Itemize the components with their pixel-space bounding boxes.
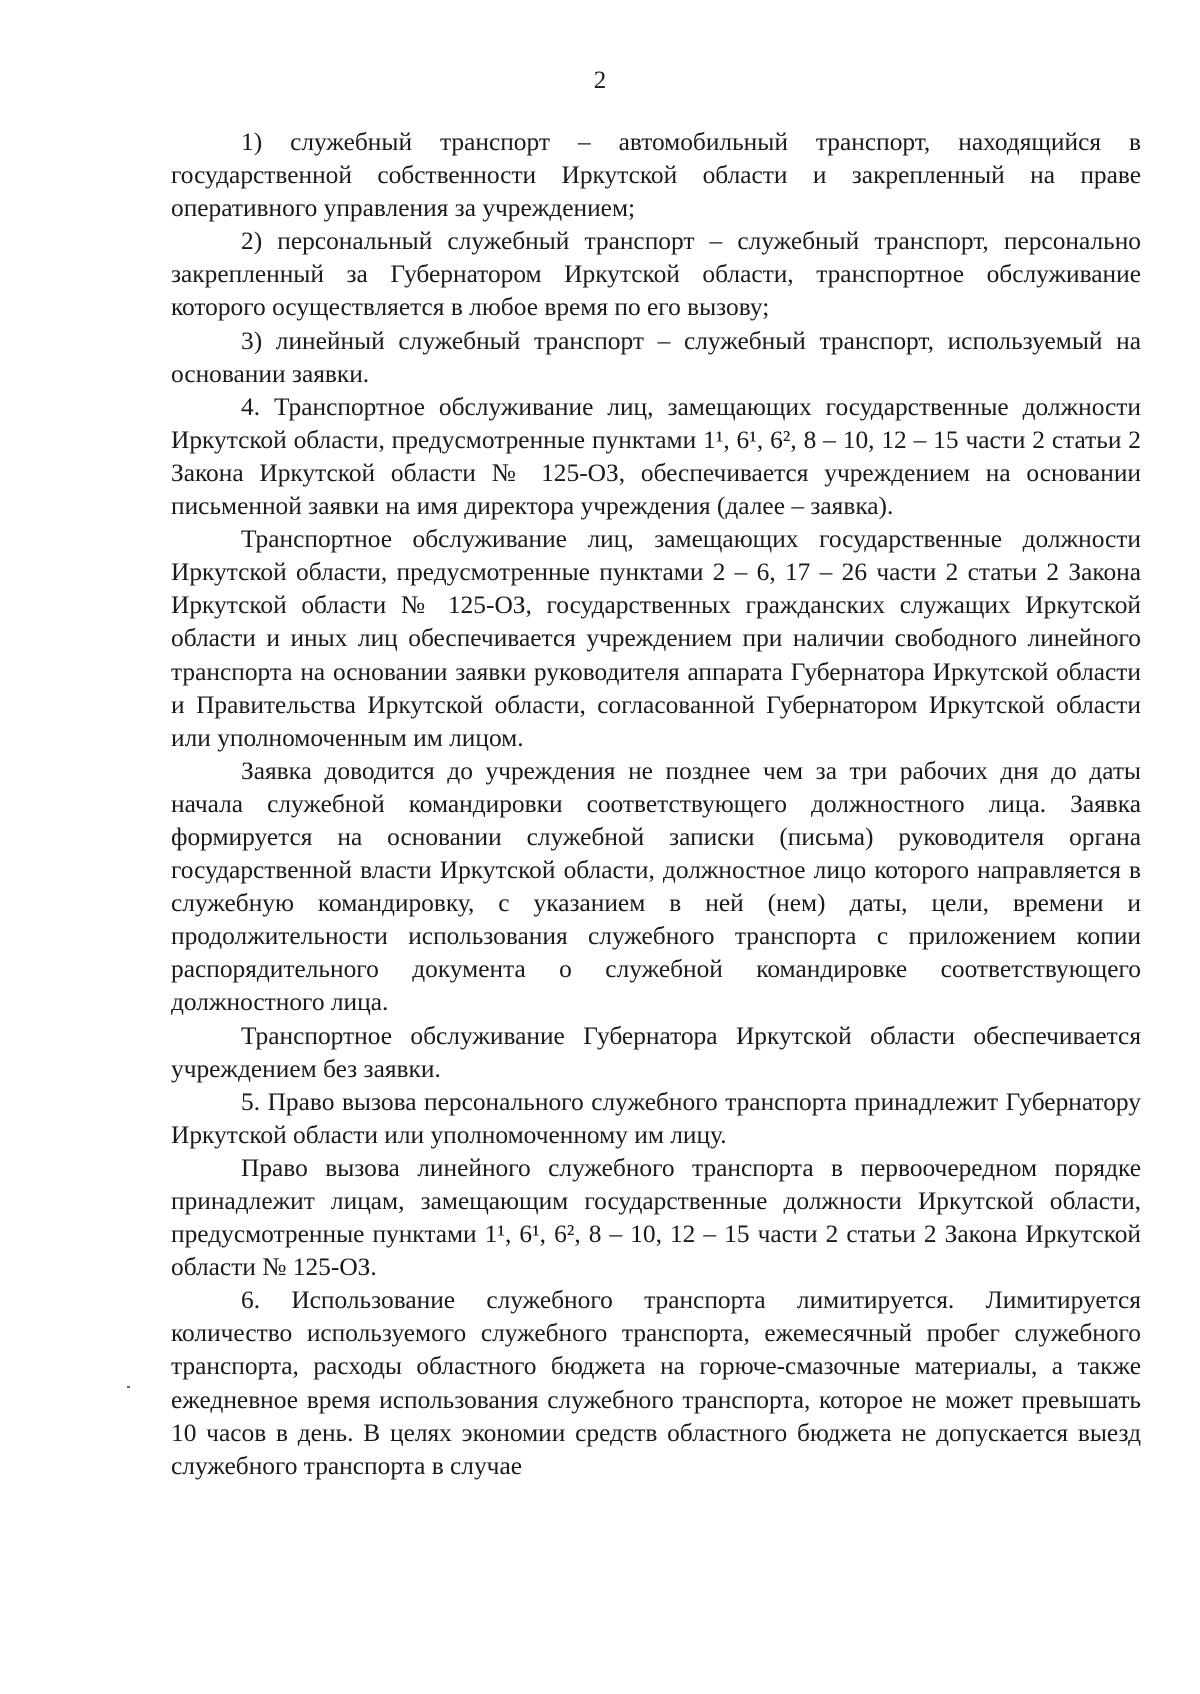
paragraph-section-4: 4. Транспортное обслуживание лиц, замещающих государственные должности Иркутской области, предусмотренные пунктами 1¹, 6¹, 6², 8 – 10, 12 – 15 части 2 статьи 2 Закона Иркутской области № 125-ОЗ, обеспечивается учреждением на основании письменной заявки на имя директора учреждения (далее – заявка). [171, 392, 1141, 521]
paragraph-section-6: 6. Использование служебного транспорта лимитируется. Лимитируется количество используемого служебного транспорта, ежемесячный пробег служебного транспорта, расходы областного бюджета на горюче-смазочные материалы, а также ежедневное время использования служебного транспорта, которое не может превышать 10 часов в день. В целях экономии средств областного бюджета не допускается выезд служебного транспорта в случае [171, 1286, 1141, 1480]
paragraph-section-5: 5. Право вызова персонального служебного транспорта принадлежит Губернатору Иркутской области или уполномоченному им лицу. [171, 1087, 1141, 1149]
paragraph-section-5-continued: Право вызова линейного служебного транспорта в первоочередном порядке принадлежит лицам, замещающим государственные должности Иркутской области, предусмотренные пунктами 1¹, 6¹, 6², 8 – 10, 12 – 15 части 2 статьи 2 Закона Иркутской области № 125-ОЗ. [171, 1153, 1141, 1282]
document-body [171, 126, 1141, 1483]
paragraph-item-1-definition: 1) служебный транспорт – автомобильный транспорт, находящийся в государственной собственности Иркутской области и закрепленный на праве оперативного управления за учреждением; [171, 128, 1141, 223]
page-number: 2 [593, 67, 607, 94]
scan-artifact-dot [127, 1386, 130, 1388]
paragraph-item-2-definition: 2) персональный служебный транспорт – служебный транспорт, персонально закрепленный за Губернатором Иркутской области, транспортное обслуживание которого осуществляется в любое время по его вызову; [171, 227, 1141, 322]
paragraph-item-3-definition: 3) линейный служебный транспорт – служебный транспорт, используемый на основании заявки. [171, 326, 1141, 388]
paragraph-governor-service: Транспортное обслуживание Губернатора Иркутской области обеспечивается учреждением без заявки. [171, 1021, 1141, 1083]
paragraph-section-4-continued: Транспортное обслуживание лиц, замещающих государственные должности Иркутской области, предусмотренные пунктами 2 – 6, 17 – 26 части 2 статьи 2 Закона Иркутской области № 125-ОЗ, государственных гражданских служащих Иркутской области и иных лиц обеспечивается учреждением при наличии свободного линейного транспорта на основании заявки руководителя аппарата Губернатора Иркутской области и Правительства Иркутской области, согласованной Губернатором Иркутской области или уполномоченным им лицом. [171, 525, 1141, 752]
paragraph-request-procedure: Заявка доводится до учреждения не позднее чем за три рабочих дня до даты начала служебной командировки соответствующего должностного лица. Заявка формируется на основании служебной записки (письма) руководителя органа государственной власти Иркутской области, должностное лицо которого направляется в служебную командировку, с указанием в ней (нем) даты, цели, времени и продолжительности использования служебного транспорта с приложением копии распорядительного документа о служебной командировке соответствующего должностного лица. [171, 756, 1141, 1017]
